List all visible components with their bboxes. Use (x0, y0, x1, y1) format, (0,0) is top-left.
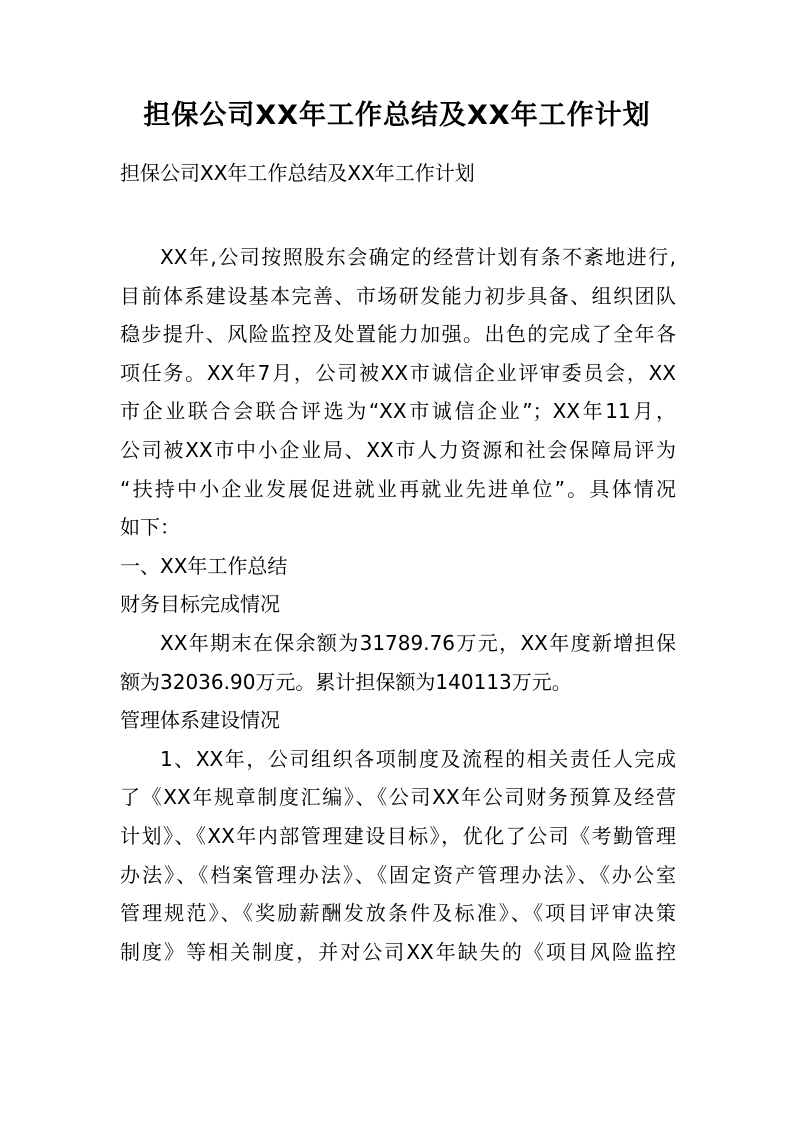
section-heading: 一、XX年工作总结 (120, 553, 288, 578)
paragraph-line: 制度》等相关制度，并对公司XX年缺失的《项目风险监控 (120, 939, 676, 964)
document-title: 担保公司XX年工作总结及XX年工作计划 (143, 100, 651, 131)
paragraph-line: 办法》、《档案管理办法》、《固定资产管理办法》、《办公室 (120, 862, 676, 887)
paragraph-line: XX年,公司按照股东会确定的经营计划有条不紊地进行, (160, 245, 676, 269)
subsection-heading: 财务目标完成情况 (120, 592, 280, 617)
paragraph-line: 额为32036.90万元。累计担保额为140113万元。 (120, 669, 572, 694)
paragraph-line: 稳步提升、风险监控及处置能力加强。出色的完成了全年各 (120, 322, 676, 347)
document-body (120, 238, 676, 971)
paragraph-line: 计划》、《XX年内部管理建设目标》，优化了公司《考勤管理 (120, 823, 676, 848)
subsection-heading: 管理体系建设情况 (120, 708, 280, 733)
paragraph-line: 目前体系建设基本完善、市场研发能力初步具备、组织团队 (120, 283, 676, 308)
paragraph-line: “扶持中小企业发展促进就业再就业先进单位”。具体情况 (120, 476, 676, 501)
document-subtitle: 担保公司XX年工作总结及XX年工作计划 (120, 161, 475, 185)
paragraph-line: 项任务。XX年7月，公司被XX市诚信企业评审委员会，XX (120, 360, 676, 385)
paragraph-line: 公司被XX市中小企业局、XX市人力资源和社会保障局评为 (120, 437, 676, 462)
paragraph-line: 市企业联合会联合评选为“XX市诚信企业”；XX年11月， (120, 399, 676, 424)
paragraph-line: XX年期末在保余额为31789.76万元，XX年度新增担保 (160, 630, 676, 655)
paragraph-line: 1、XX年，公司组织各项制度及流程的相关责任人完成 (160, 746, 676, 771)
paragraph-line: 了《XX年规章制度汇编》、《公司XX年公司财务预算及经营 (120, 785, 676, 810)
paragraph-line: 如下： (120, 515, 180, 540)
paragraph-line: 管理规范》、《奖励薪酬发放条件及标准》、《项目评审决策 (120, 901, 676, 926)
